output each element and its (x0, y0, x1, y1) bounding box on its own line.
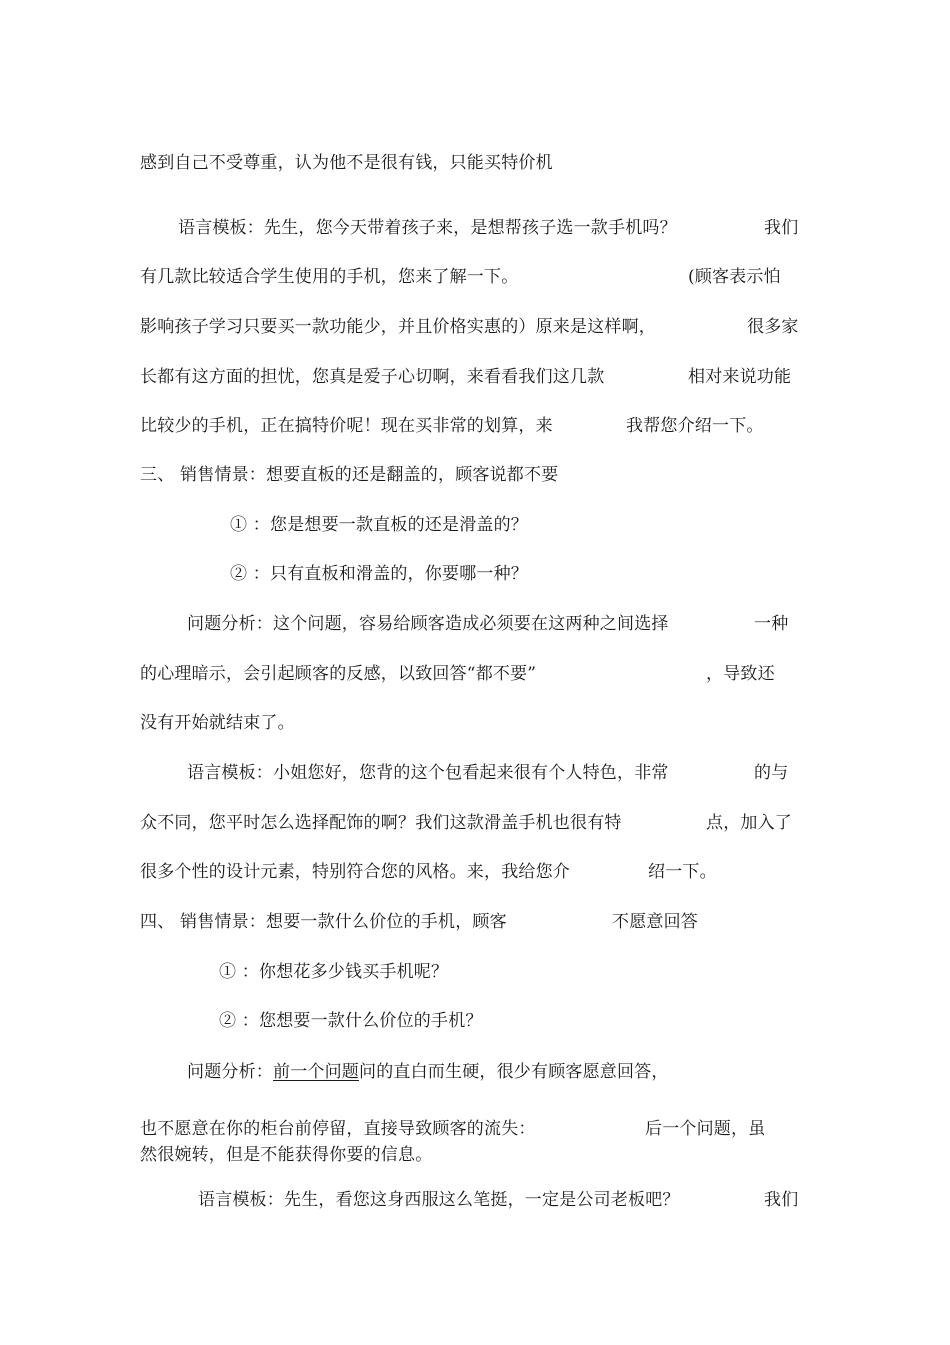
text-segment: 也不愿意在你的柜台前停留，直接导致顾客的流失： (140, 1119, 536, 1139)
text-line (198, 1189, 680, 1211)
text-segment: ，导致还 (706, 664, 775, 684)
text-segment: 的与 (754, 763, 789, 783)
text-segment: ① ：你想花多少钱买手机呢？ (219, 962, 449, 982)
text-segment: 很多个性的设计元素，特别符合您的风格。来，我给您介 (140, 862, 570, 882)
text-segment: 语言模板：小姐您好，您背的这个包看起来很有个人特色，非常 (187, 763, 669, 783)
text-segment: 四、 销售情景：想要一款什么价位的手机，顾客 (140, 912, 507, 932)
text-segment: 我们 (764, 1190, 799, 1210)
text-segment: (顾客表示怕 (688, 267, 781, 287)
text-segment: 三、 销售情景：想要直板的还是翻盖的，顾客说都不要 (140, 465, 559, 485)
text-segment: 相对来说功能 (688, 367, 792, 387)
text-line (187, 1061, 669, 1083)
text-line (140, 861, 570, 883)
underlined-text: 前一个问题 (273, 1062, 359, 1082)
text-line (626, 415, 764, 437)
text-line (645, 1118, 765, 1140)
text-line (140, 152, 553, 174)
text-segment: 比较少的手机，正在搞特价呢！现在买非常的划算，来 (140, 416, 553, 436)
section-heading (140, 911, 507, 933)
text-line (764, 1189, 798, 1211)
text-line (706, 663, 775, 685)
text-segment: 不愿意回答 (612, 912, 698, 932)
text-segment: ① ：您是想要一款直板的还是滑盖的？ (230, 515, 529, 535)
text-line (754, 613, 788, 635)
text-segment: 长都有这方面的担忧，您真是爱子心切啊，来看看我们这几款 (140, 367, 605, 387)
list-item (230, 563, 528, 585)
text-segment: 一种 (754, 614, 789, 634)
text-segment: 众不同，您平时怎么选择配饰的啊？我们这款滑盖手机也很有特 (140, 813, 622, 833)
text-line (688, 266, 781, 288)
text-line (187, 762, 669, 784)
text-line (140, 266, 518, 288)
text-line (178, 217, 677, 239)
text-line (648, 861, 717, 883)
list-item (230, 514, 528, 536)
text-segment: 语言模板：先生，看您这身西服这么笔挺，一定是公司老板吧？ (198, 1190, 680, 1210)
text-segment: 绍一下。 (648, 862, 717, 882)
text-segment: 影响孩子学习只要买一款功能少，并且价格实惠的）原来是这样啊， (140, 317, 656, 337)
text-line (140, 712, 295, 734)
text-line (140, 366, 604, 388)
text-line (754, 762, 788, 784)
text-segment: 有几款比较适合学生使用的手机，您来了解一下。 (140, 267, 519, 287)
text-line (747, 316, 799, 338)
text-line (140, 1144, 432, 1166)
text-segment: 的心理暗示，会引起顾客的反感，以致回答“都不要” (140, 664, 537, 684)
text-segment: 语言模板：先生，您今天带着孩子来，是想帮孩子选一款手机吗？ (178, 218, 677, 238)
text-segment: 问题分析： (187, 1062, 273, 1082)
text-line (140, 316, 656, 338)
section-heading (140, 464, 558, 486)
text-line (140, 812, 622, 834)
text-segment: 感到自己不受尊重，认为他不是很有钱，只能买特价机 (140, 153, 553, 173)
text-segment: 问题分析：这个问题，容易给顾客造成必须要在这两种之间选择 (187, 614, 669, 634)
text-segment: 我帮您介绍一下。 (626, 416, 764, 436)
text-line (688, 366, 791, 388)
text-line (706, 812, 792, 834)
text-segment: 然很婉转，但是不能获得你要的信息。 (140, 1145, 433, 1165)
text-segment: 后一个问题，虽 (645, 1119, 766, 1139)
text-line (140, 1118, 536, 1140)
text-segment: ② ：只有直板和滑盖的，你要哪一种？ (230, 564, 529, 584)
text-line (140, 415, 553, 437)
text-segment: 问的直白而生硬，很少有顾客愿意回答， (359, 1062, 669, 1082)
text-line (764, 217, 798, 239)
list-item (219, 961, 448, 983)
text-segment: 很多家 (747, 317, 799, 337)
text-segment: ② ：您想要一款什么价位的手机？ (219, 1011, 483, 1031)
text-line (612, 911, 698, 933)
text-segment: 点，加入了 (706, 813, 792, 833)
text-line (187, 613, 669, 635)
list-item (219, 1010, 483, 1032)
text-segment: 没有开始就结束了。 (140, 713, 295, 733)
text-line (140, 663, 536, 685)
text-segment: 我们 (764, 218, 799, 238)
